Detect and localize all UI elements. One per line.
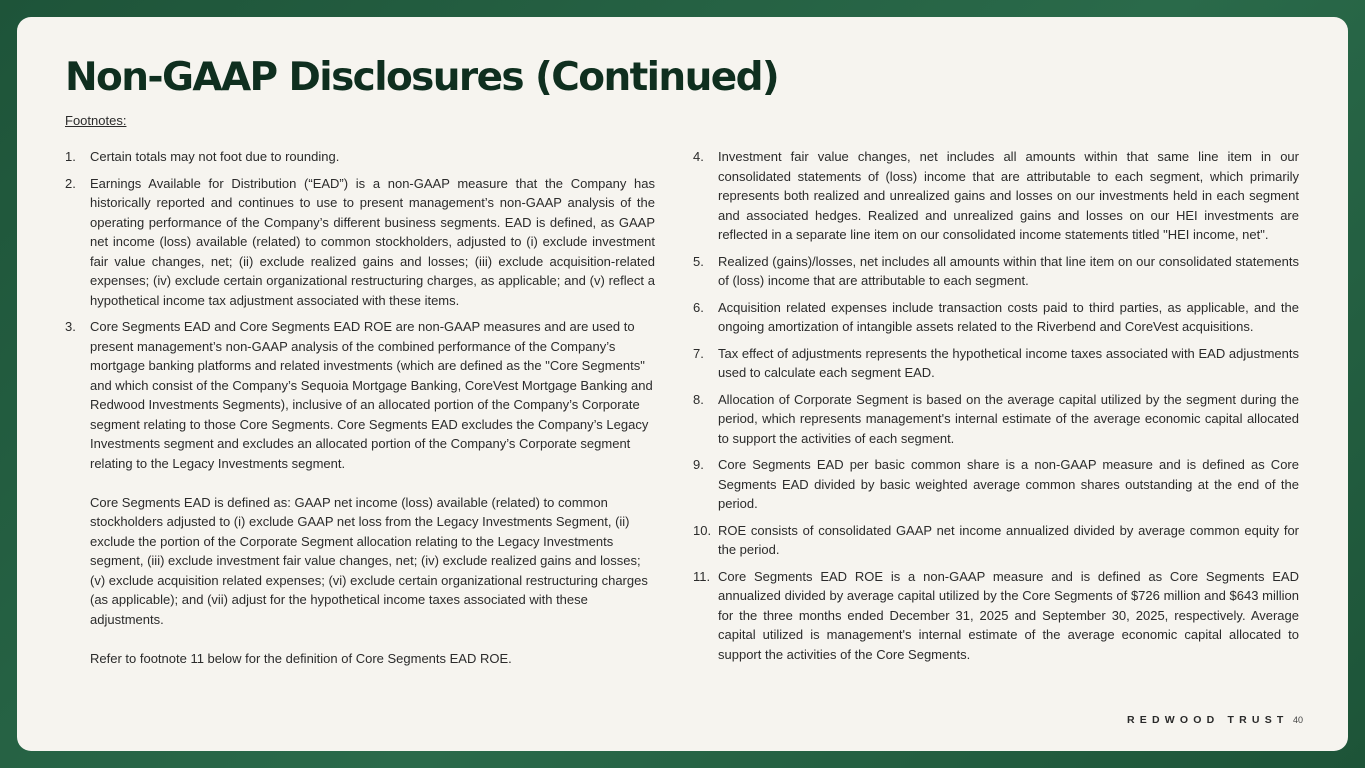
- footnote-number: 9.: [693, 457, 704, 472]
- footnote-10: [693, 521, 1299, 560]
- footnote-number: 1.: [65, 149, 76, 164]
- footnote-5: [693, 252, 1299, 291]
- footnote-text: Core Segments EAD ROE is a non-GAAP measure and is defined as Core Segments EAD annualized divided by average capital utilized by the Core Segments of $726 million and $643 million for the three months ended December 31, 2025 and September 30, 2025, respectively. Average capital utilized is management's internal estimate of the average economic capital allocated to support the activities of the Core Segments.: [718, 568, 1299, 662]
- footnotes-right-column: [693, 147, 1299, 671]
- brand-wordmark: REDWOOD TRUST: [1127, 714, 1289, 726]
- footnote-text: ROE consists of consolidated GAAP net income annualized divided by average common equity for the period.: [718, 522, 1299, 557]
- footnotes-label: Footnotes:: [65, 113, 127, 128]
- footnote-text: Core Segments EAD per basic common share is a non-GAAP measure and is defined as Core Segments EAD divided by basic weighted average common shares outstanding at the end of the period.: [718, 457, 1299, 511]
- footnote-number: 2.: [65, 175, 76, 191]
- footnote-text: Realized (gains)/losses, net includes all amounts within that line item on our consolidated statements of (loss) income that are attributable to each segment.: [718, 253, 1299, 288]
- footnote-number: 10.: [693, 522, 712, 538]
- footnote-8: [693, 390, 1299, 449]
- footnote-text: Refer to footnote 11 below for the definition of Core Segments EAD ROE.: [90, 650, 512, 666]
- footnote-text: Certain totals may not foot due to rounding.: [90, 149, 340, 164]
- footnote-3: [65, 317, 655, 668]
- page-number: 40: [1293, 715, 1304, 725]
- footnote-9: [693, 455, 1299, 514]
- footnote-2: [65, 174, 655, 311]
- footnote-text: Allocation of Corporate Segment is based on the average capital utilized by the segment during the period, which represents management's internal estimate of the average economic capital allocated to support the activities of each segment.: [718, 391, 1299, 446]
- footnote-number: 11.: [693, 568, 711, 584]
- footnote-number: 7.: [693, 345, 704, 361]
- footnote-11: [693, 567, 1299, 665]
- footnote-text: Investment fair value changes, net includes all amounts within that same line item in our consolidated statements of (loss) income that are attributable to each segment, which primarily represents both realized and unrealized gains and losses on our investments held in each segment and associated hedges. Realized and unrealized gains and losses on our HEI investments are reflected in a separate line item on our consolidated income statements titled "HEI income, net".: [718, 149, 1299, 242]
- footnote-7: [693, 344, 1299, 383]
- footnote-number: 6.: [693, 299, 704, 315]
- footnote-text: Acquisition related expenses include transaction costs paid to third parties, as applicable, and the ongoing amortization of intangible assets related to the Riverbend and CoreVest acquisitions.: [718, 299, 1299, 334]
- footnote-1: [65, 147, 655, 167]
- footnote-text: Core Segments EAD and Core Segments EAD ROE are non-GAAP measures and are used to present management’s non-GAAP analysis of the combined performance of the Company’s mortgage banking platforms and related investments (which are defined as the "Core Segments" and which consist of the Company’s Sequoia Mortgage Banking, CoreVest Mortgage Banking and Redwood Investments Segments), inclusive of an allocated portion of the Company’s Corporate segment relating to those Core Segments. Core Segments EAD excludes the Company’s Legacy Investments segment and excludes an allocated portion of the Company’s Corporate segment relating to the Legacy Investments segment.: [90, 319, 653, 471]
- footnote-number: 5.: [693, 253, 704, 269]
- footnote-4: [693, 147, 1299, 245]
- footnotes-left-column: [65, 147, 655, 675]
- footnote-text: Earnings Available for Distribution (“EAD”) is a non-GAAP measure that the Company has historically reported and continues to use to present management’s non-GAAP analysis of the operating performance of the Company’s different business segments. EAD is defined, as GAAP net income (loss) available (related) to common stockholders, adjusted to (i) exclude investment fair value changes, net; (ii) exclude realized gains and losses; (iii) exclude acquisition-related expenses; (iv) exclude certain organizational restructuring charges, as applicable; and (v) reflect a hypothetical income tax adjustment associated with these items.: [90, 175, 655, 308]
- footnote-6: [693, 298, 1299, 337]
- footnote-text: Tax effect of adjustments represents the hypothetical income taxes associated with EAD adjustments used to calculate each segment EAD.: [718, 345, 1299, 380]
- footnote-number: 3.: [65, 319, 76, 334]
- slide-card: [17, 17, 1348, 751]
- page-title: Non-GAAP Disclosures (Continued): [65, 55, 779, 100]
- footnote-text: Core Segments EAD is defined as: GAAP net income (loss) available (related) to common stockholders adjusted to (i) exclude GAAP net loss from the Legacy Investments Segment, (ii) exclude the portion of the Corporate Segment allocation relating to the Legacy Investments segment, (iii) exclude investment fair value changes, net; (iv) exclude realized gains and losses; (v) exclude acquisition related expenses; (vi) exclude certain organizational restructuring charges (as applicable); and (vii) adjust for the hypothetical income taxes associated with these adjustments.: [90, 494, 648, 627]
- footnote-number: 4.: [693, 149, 704, 164]
- footnote-number: 8.: [693, 391, 704, 407]
